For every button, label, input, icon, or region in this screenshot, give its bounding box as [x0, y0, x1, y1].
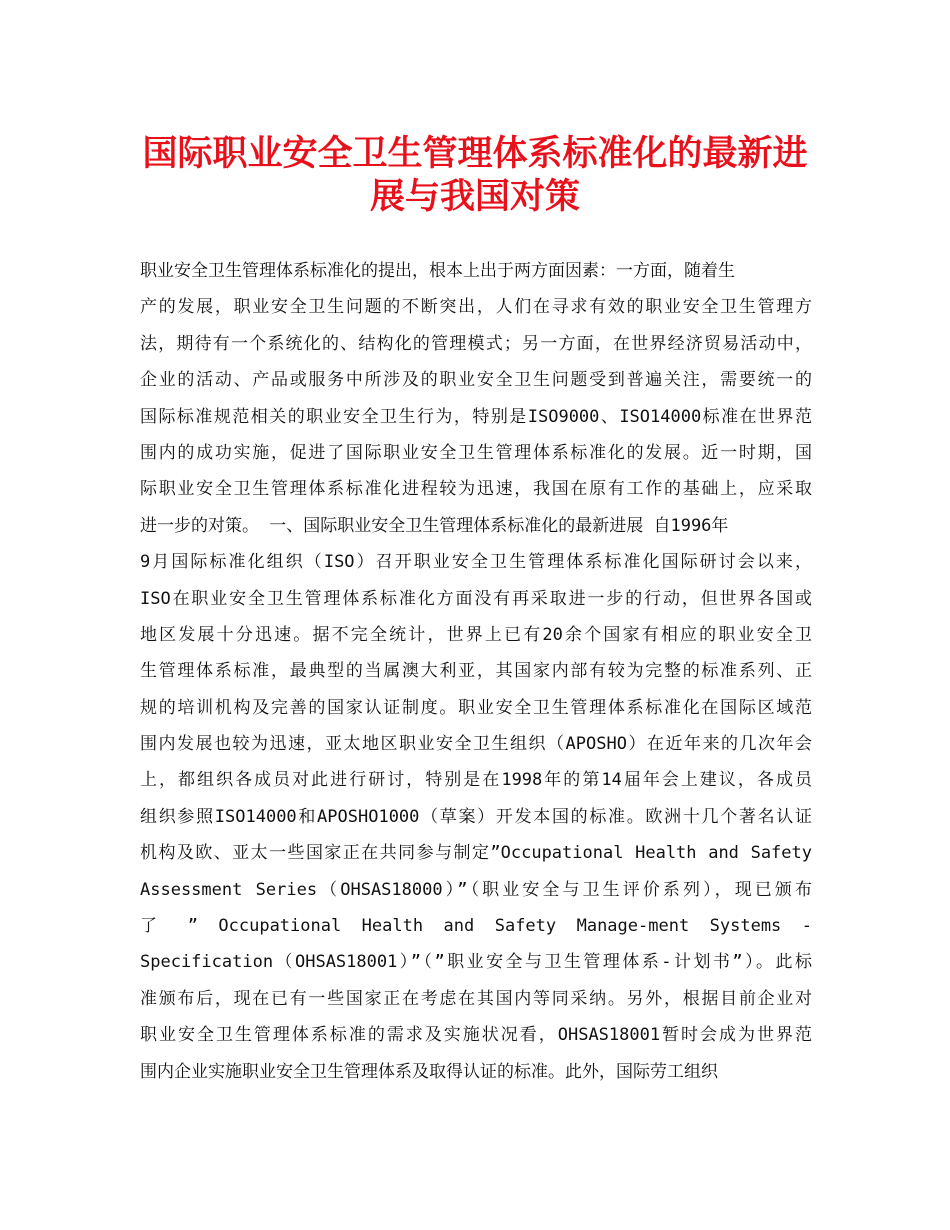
body-line: 9月国际标准化组织（ISO）召开职业安全卫生管理体系标准化国际研讨会以来，	[140, 552, 812, 573]
body-line: 进一步的对策。 一、国际职业安全卫生管理体系标准化的最新进展 自1996年	[140, 515, 729, 536]
body-line: 生管理体系标准，最典型的当属澳大利亚，其国家内部有较为完整的标准系列、正	[140, 661, 812, 682]
body-line: 组织参照ISO14000和APOSHO1000（草案）开发本国的标准。欧洲十几个著名认证	[140, 806, 812, 827]
body-line: 际职业安全卫生管理体系标准化进程较为迅速，我国在原有工作的基础上，应采取	[140, 479, 812, 500]
body-line: 企业的活动、产品或服务中所涉及的职业安全卫生问题受到普遍关注，需要统一的	[140, 370, 812, 391]
body-line: 了 ” Occupational Health and Safety Manage-ment Systems -	[140, 916, 812, 937]
body-line: 机构及欧、亚太一些国家正在共同参与制定”Occupational Health and Safety	[140, 843, 812, 864]
body-line: 地区发展十分迅速。据不完全统计，世界上已有20余个国家有相应的职业安全卫	[140, 624, 812, 645]
body-line: 产的发展，职业安全卫生问题的不断突出，人们在寻求有效的职业安全卫生管理方	[140, 297, 812, 318]
body-line: Specification（OHSAS18001）”（”职业安全与卫生管理体系-计划书”）。此标	[140, 952, 812, 973]
body-line: ISO在职业安全卫生管理体系标准化方面没有再采取进一步的行动，但世界各国或	[140, 588, 812, 609]
document-title-line-1: 国际职业安全卫生管理体系标准化的最新进	[142, 133, 808, 174]
body-line: 法，期待有一个系统化的、结构化的管理模式；另一方面，在世界经济贸易活动中，	[140, 333, 812, 354]
body-line: 准颁布后，现在已有一些国家正在考虑在其国内等同采纳。另外，根据目前企业对	[140, 988, 812, 1009]
body-line: 围内的成功实施，促进了国际职业安全卫生管理体系标准化的发展。近一时期，国	[140, 442, 812, 463]
body-line: 职业安全卫生管理体系标准的需求及实施状况看，OHSAS18001暂时会成为世界范	[140, 1025, 812, 1046]
body-line: 规的培训机构及完善的国家认证制度。职业安全卫生管理体系标准化在国际区域范	[140, 697, 812, 718]
body-line: 围内发展也较为迅速，亚太地区职业安全卫生组织（APOSHO）在近年来的几次年会	[140, 734, 812, 755]
body-line: 上，都组织各成员对此进行研讨，特别是在1998年的第14届年会上建议，各成员	[140, 770, 812, 791]
body-line: 职业安全卫生管理体系标准化的提出，根本上出于两方面因素：一方面，随着生	[140, 261, 735, 281]
body-line: 国际标准规范相关的职业安全卫生行为，特别是ISO9000、ISO14000标准在世界范	[140, 406, 812, 427]
document-title-line-2: 展与我国对策	[369, 176, 580, 217]
body-line: 围内企业实施职业安全卫生管理体系及取得认证的标准。此外，国际劳工组织	[140, 1061, 718, 1082]
document-body	[140, 258, 812, 1095]
body-line: Assessment Series（OHSAS18000）”（职业安全与卫生评价系列），现已颁布	[140, 879, 812, 900]
